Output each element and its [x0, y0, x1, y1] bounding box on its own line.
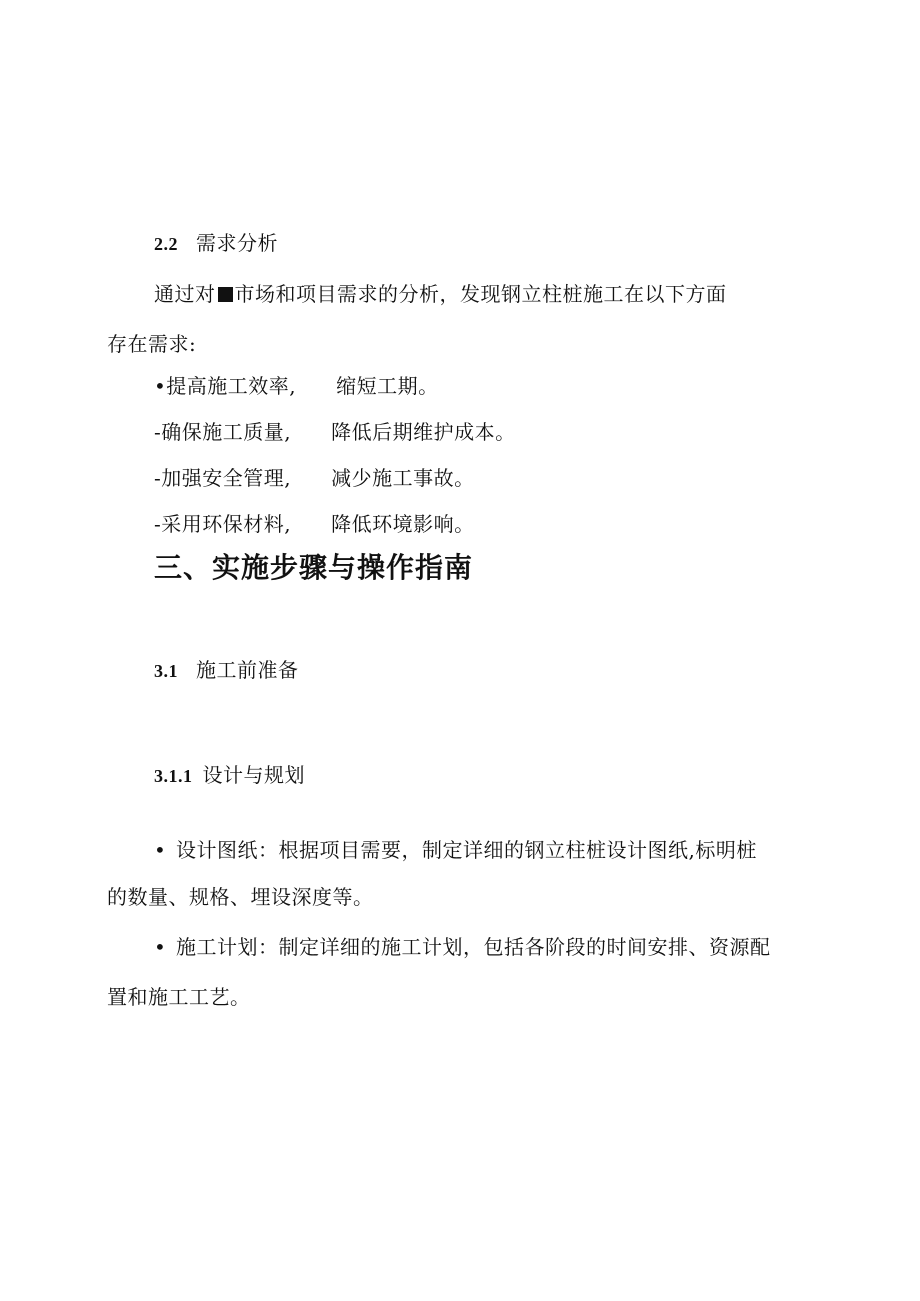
item-right-text: 减少施工事故。 — [331, 466, 475, 490]
list-item — [154, 372, 439, 400]
item-left-text: 确保施工质量, — [161, 420, 292, 444]
item-left-text: 采用环保材料, — [161, 512, 292, 536]
bullet-icon: • — [154, 374, 167, 398]
dash-icon: - — [154, 466, 162, 490]
section-title: 施工前准备 — [196, 658, 299, 682]
list-item — [154, 418, 516, 446]
intro-text-after: 市场和项目需求的分析，发现钢立柱桩施工在以下方面 — [234, 282, 727, 306]
section-number: 2.2 — [154, 234, 178, 254]
bullet-icon: • — [154, 935, 167, 959]
section-title: 设计与规划 — [202, 763, 305, 787]
intro-text-before: 通过对 — [154, 282, 216, 306]
bullet-paragraph-line-2 — [107, 883, 374, 911]
bullet-paragraph-line-1 — [154, 933, 771, 961]
redacted-square-icon — [218, 287, 233, 302]
bullet-text: 设计图纸：根据项目需要，制定详细的钢立柱桩设计图纸,标明桩 — [176, 838, 757, 862]
bullet-paragraph-line-1 — [154, 836, 757, 864]
item-left-text: 加强安全管理, — [161, 466, 292, 490]
intro-text-line2: 存在需求: — [107, 332, 197, 356]
list-item — [154, 510, 475, 538]
chapter-heading-3: 三、实施步骤与操作指南 — [154, 551, 474, 584]
dash-icon: - — [154, 512, 162, 536]
item-right-text: 降低后期维护成本。 — [331, 420, 516, 444]
section-number: 3.1 — [154, 661, 178, 681]
item-left-text: 提高施工效率, — [166, 374, 297, 398]
section-heading-2-2 — [154, 229, 278, 258]
bullet-icon: • — [154, 838, 167, 862]
section-heading-3-1 — [154, 656, 299, 685]
intro-paragraph-line-2 — [107, 330, 196, 358]
bullet-text: 的数量、规格、埋设深度等。 — [107, 885, 374, 909]
list-item — [154, 464, 475, 492]
section-number: 3.1.1 — [154, 766, 193, 786]
bullet-text: 置和施工工艺。 — [107, 985, 251, 1009]
item-right-text: 降低环境影响。 — [331, 512, 475, 536]
bullet-paragraph-line-2 — [107, 983, 251, 1011]
bullet-text: 施工计划：制定详细的施工计划，包括各阶段的时间安排、资源配 — [176, 935, 771, 959]
intro-paragraph-line-1 — [154, 280, 727, 308]
section-title: 需求分析 — [196, 231, 278, 255]
section-heading-3-1-1 — [154, 761, 305, 790]
item-right-text: 缩短工期。 — [336, 374, 439, 398]
dash-icon: - — [154, 420, 162, 444]
